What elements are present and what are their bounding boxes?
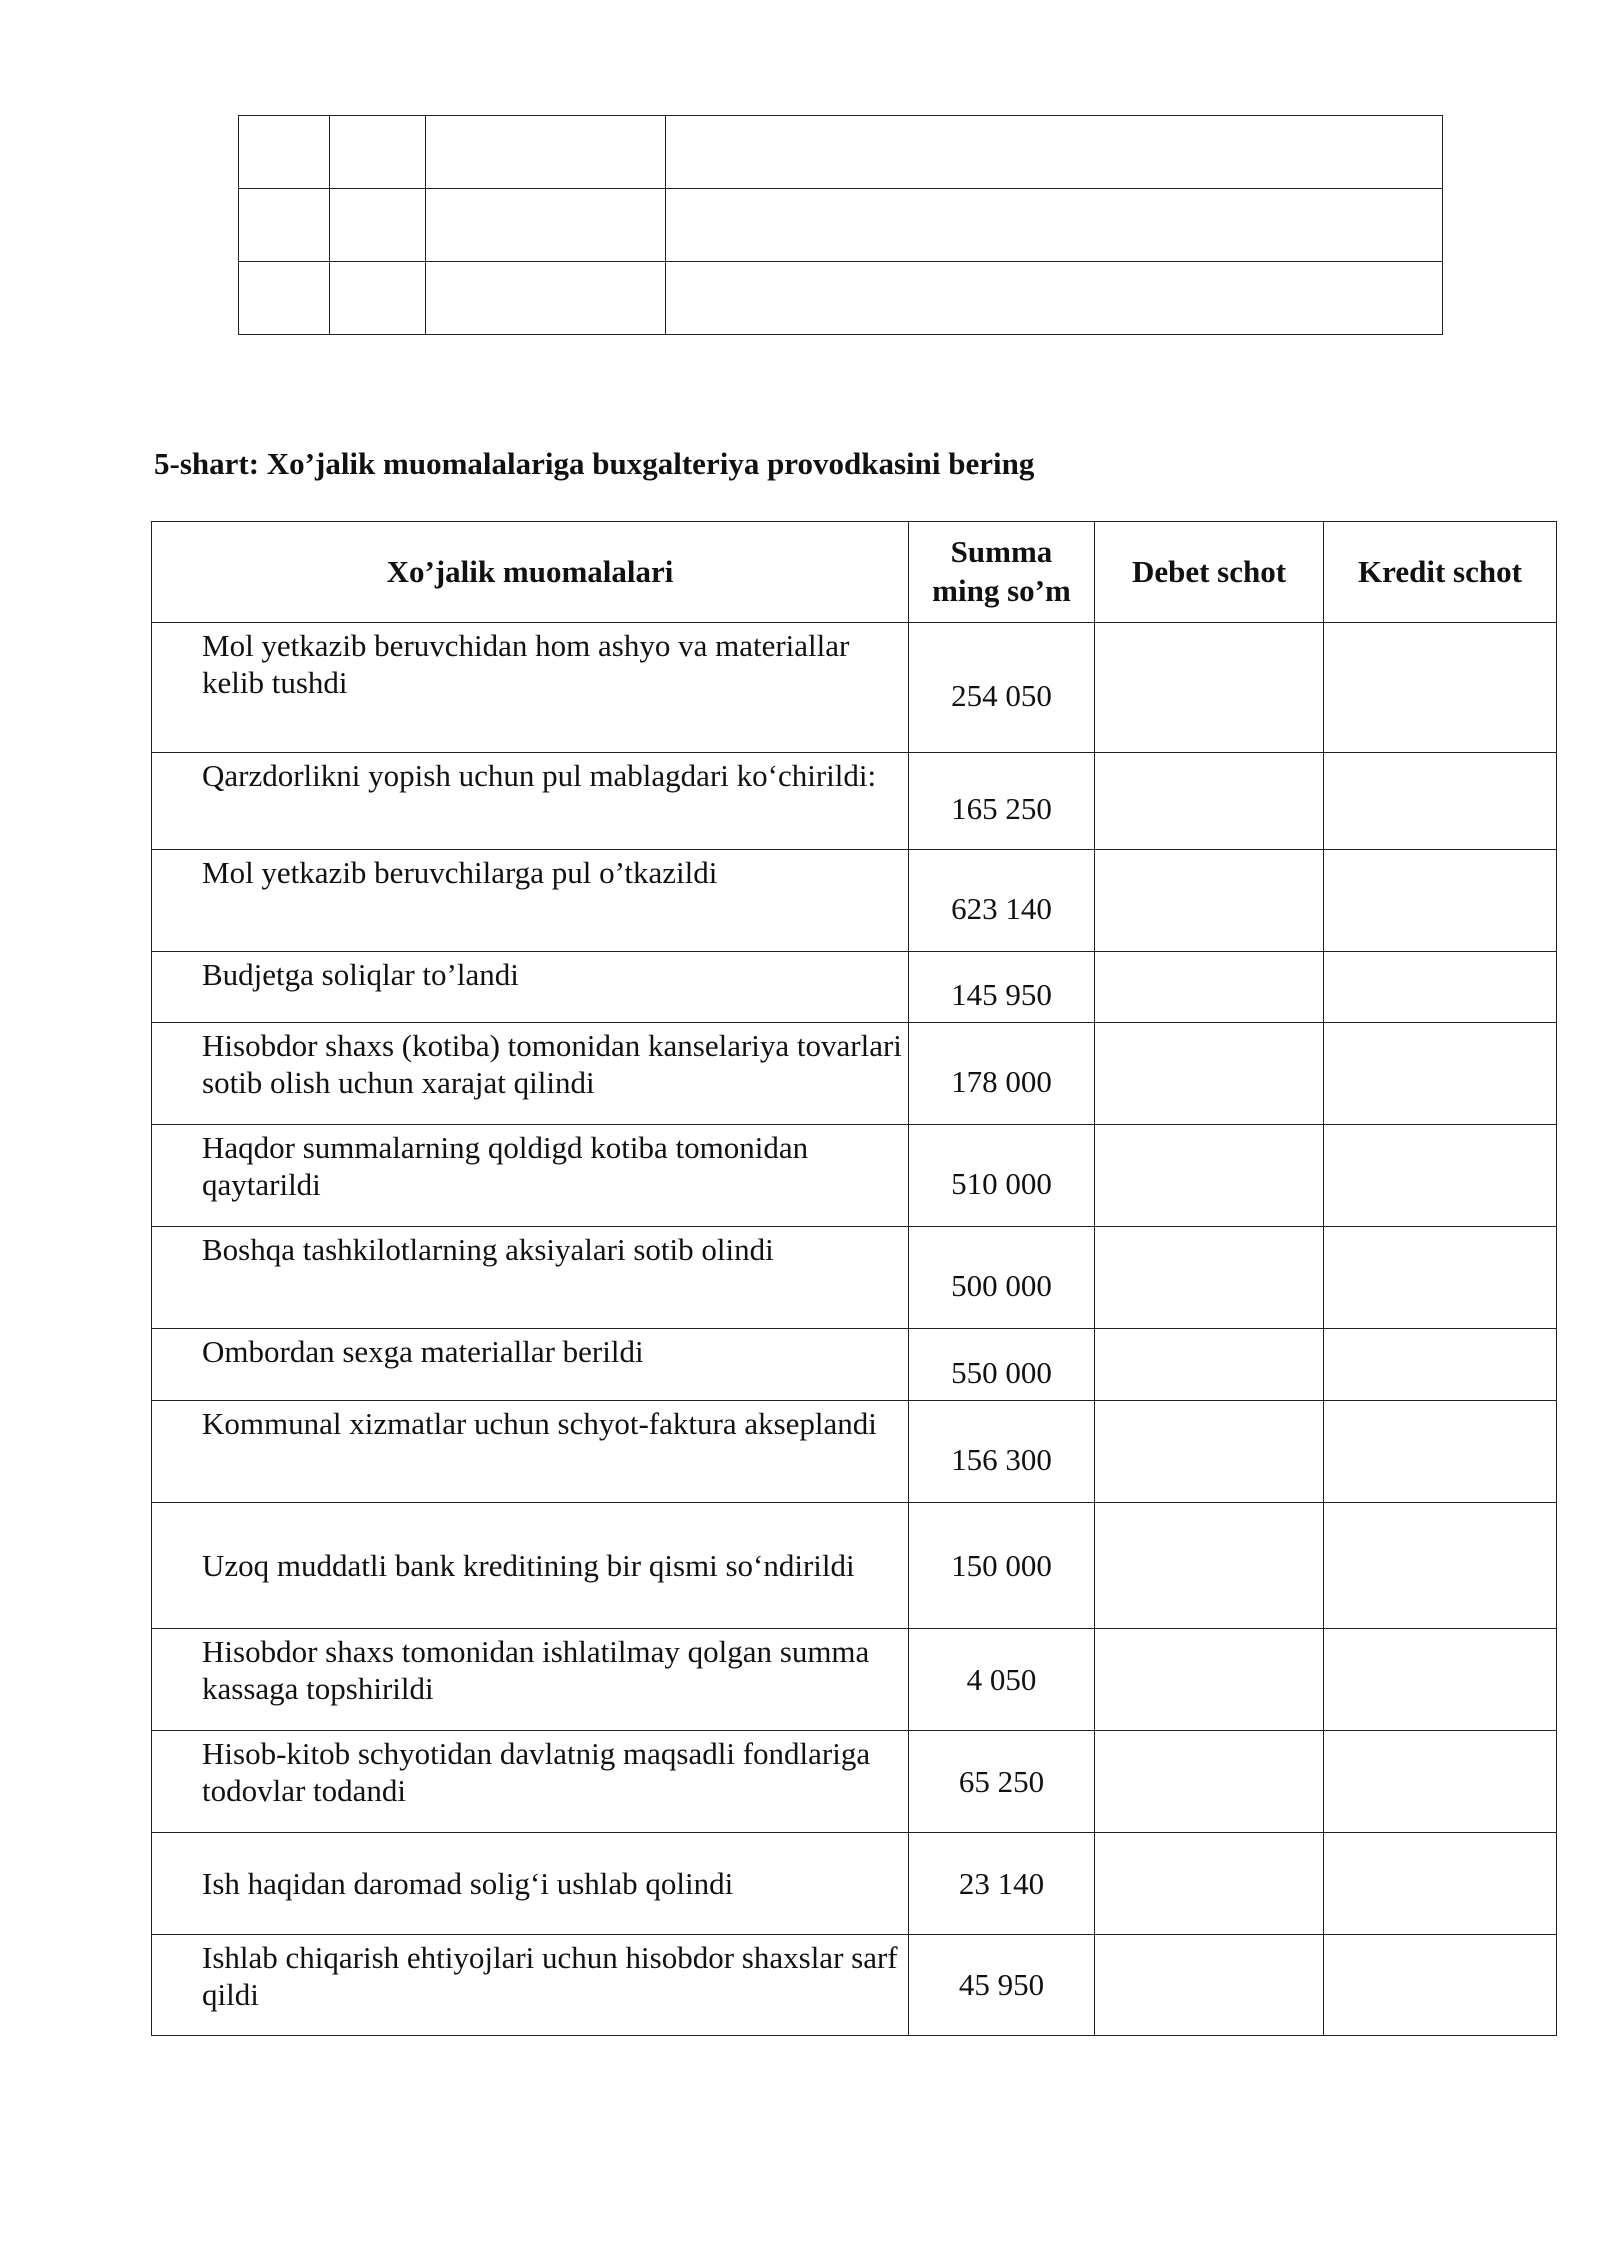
amount-cell: 165 250 [909,753,1095,850]
operation-text: Mol yetkazib beruvchidan hom ashyo va materiallar kelib tushdi [152,623,909,753]
amount-cell: 254 050 [909,623,1095,753]
operation-text: Hisob-kitob schyotidan davlatnig maqsadli fondlariga todovlar todandi [152,1731,909,1833]
header-credit: Kredit schot [1324,522,1557,623]
empty-cell [425,262,665,335]
credit-cell[interactable] [1324,623,1557,753]
credit-cell[interactable] [1324,1125,1557,1227]
amount-cell: 178 000 [909,1023,1095,1125]
debit-cell[interactable] [1095,1125,1324,1227]
operation-text: Ish haqidan daromad solig‘i ushlab qolindi [152,1833,909,1935]
operation-text: Hisobdor shaxs (kotiba) tomonidan kanselariya tovarlari sotib olish uchun xarajat qilindi [152,1023,909,1125]
operation-text: Kommunal xizmatlar uchun schyot-faktura akseplandi [152,1401,909,1503]
credit-cell[interactable] [1324,1629,1557,1731]
empty-cell [665,189,1442,262]
amount-cell: 156 300 [909,1401,1095,1503]
operation-text: Boshqa tashkilotlarning aksiyalari sotib olindi [152,1227,909,1329]
empty-cell [665,262,1442,335]
debit-cell[interactable] [1095,1833,1324,1935]
operation-text: Mol yetkazib beruvchilarga pul o’tkazildi [152,850,909,952]
amount-cell: 510 000 [909,1125,1095,1227]
table-header-row [152,522,1557,623]
credit-cell[interactable] [1324,1935,1557,2036]
table-row [152,1125,1557,1227]
header-amount-line2: ming so’m [932,573,1071,608]
operation-text: Qarzdorlikni yopish uchun pul mablagdari ko‘chirildi: [152,753,909,850]
table-row [152,1227,1557,1329]
operation-text: Hisobdor shaxs tomonidan ishlatilmay qolgan summa kassaga topshirildi [152,1629,909,1731]
amount-cell: 623 140 [909,850,1095,952]
debit-cell[interactable] [1095,1329,1324,1401]
amount-cell: 45 950 [909,1935,1095,2036]
table-row [152,1401,1557,1503]
header-debit: Debet schot [1095,522,1324,623]
debit-cell[interactable] [1095,1731,1324,1833]
operation-text: Budjetga soliqlar to’landi [152,952,909,1023]
credit-cell[interactable] [1324,1227,1557,1329]
table-row [239,189,1443,262]
credit-cell[interactable] [1324,1329,1557,1401]
amount-cell: 550 000 [909,1329,1095,1401]
credit-cell[interactable] [1324,1503,1557,1629]
header-amount-line1: Summa [950,534,1053,570]
header-amount [909,522,1095,623]
empty-cell [665,116,1442,189]
amount-cell: 500 000 [909,1227,1095,1329]
debit-cell[interactable] [1095,1023,1324,1125]
credit-cell[interactable] [1324,1731,1557,1833]
debit-cell[interactable] [1095,1935,1324,2036]
debit-cell[interactable] [1095,623,1324,753]
debit-cell[interactable] [1095,952,1324,1023]
table-row [152,1833,1557,1935]
debit-cell[interactable] [1095,1503,1324,1629]
task-title: 5-shart: Xo’jalik muomalalariga buxgalteriya provodkasini bering [154,446,1035,481]
table-row [152,850,1557,952]
transactions-table [151,521,1557,2036]
table-row [152,1731,1557,1833]
debit-cell[interactable] [1095,1401,1324,1503]
debit-cell[interactable] [1095,753,1324,850]
credit-cell[interactable] [1324,1833,1557,1935]
operation-text: Ombordan sexga materiallar berildi [152,1329,909,1401]
debit-cell[interactable] [1095,850,1324,952]
operation-text: Uzoq muddatli bank kreditining bir qismi so‘ndirildi [152,1503,909,1629]
credit-cell[interactable] [1324,1401,1557,1503]
amount-cell: 23 140 [909,1833,1095,1935]
empty-cell [239,262,330,335]
amount-cell: 4 050 [909,1629,1095,1731]
previous-table-fragment [238,115,1443,335]
empty-cell [239,116,330,189]
debit-cell[interactable] [1095,1227,1324,1329]
table-row [152,753,1557,850]
table-row [239,262,1443,335]
debit-cell[interactable] [1095,1629,1324,1731]
amount-cell: 145 950 [909,952,1095,1023]
table-row [152,952,1557,1023]
table-row [152,1629,1557,1731]
operation-text: Ishlab chiqarish ehtiyojlari uchun hisobdor shaxslar sarf qildi [152,1935,909,2036]
table-row [239,116,1443,189]
credit-cell[interactable] [1324,753,1557,850]
table-row [152,1503,1557,1629]
empty-cell [425,189,665,262]
empty-cell [425,116,665,189]
table-row [152,1329,1557,1401]
operation-text: Haqdor summalarning qoldigd kotiba tomonidan qaytarildi [152,1125,909,1227]
table-row [152,1023,1557,1125]
table-row [152,1935,1557,2036]
table-row [152,623,1557,753]
header-operations: Xo’jalik muomalalari [152,522,909,623]
empty-cell [329,189,425,262]
empty-cell [329,262,425,335]
empty-cell [329,116,425,189]
amount-cell: 150 000 [909,1503,1095,1629]
empty-cell [239,189,330,262]
credit-cell[interactable] [1324,1023,1557,1125]
amount-cell: 65 250 [909,1731,1095,1833]
credit-cell[interactable] [1324,952,1557,1023]
credit-cell[interactable] [1324,850,1557,952]
